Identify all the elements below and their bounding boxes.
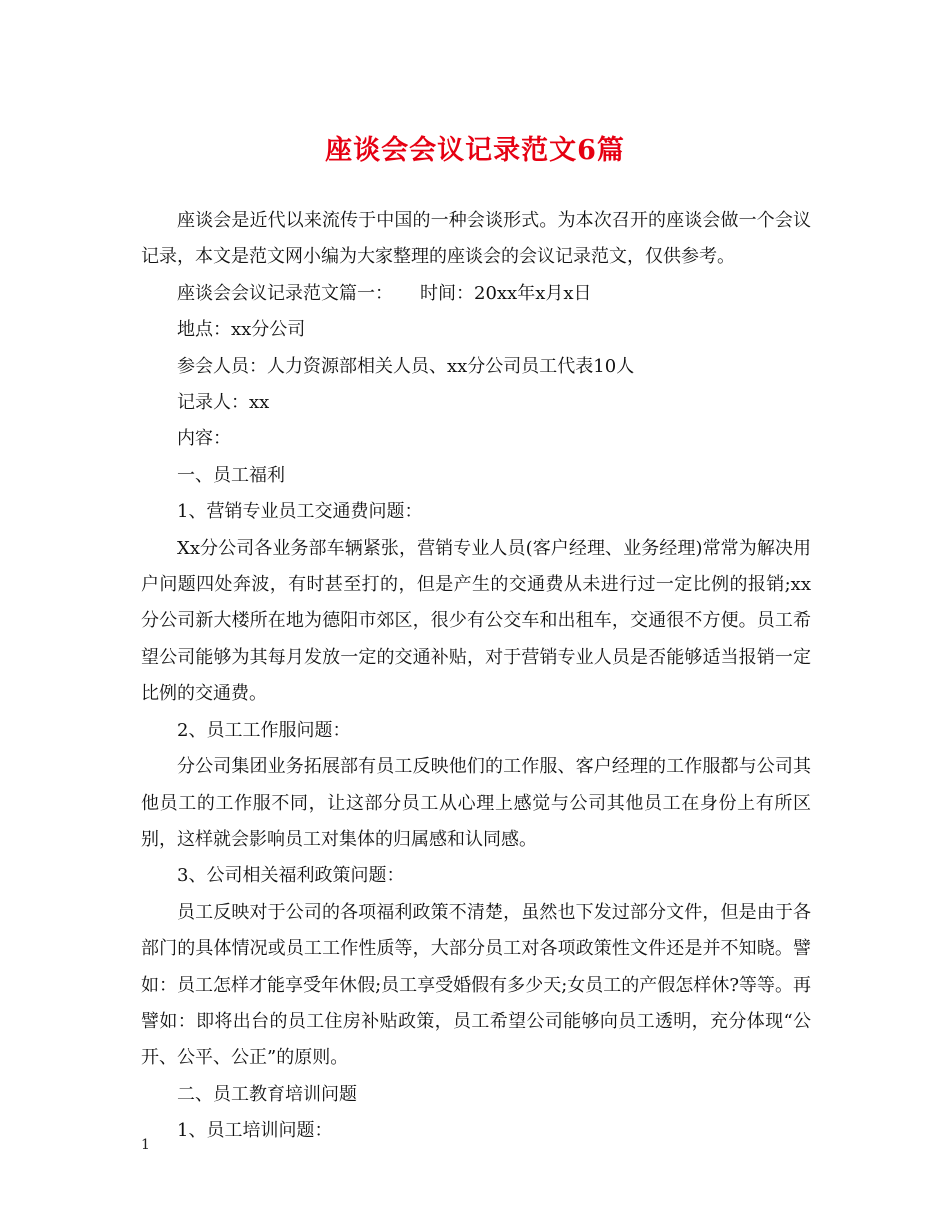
paragraph-transport: Xx分公司各业务部车辆紧张，营销专业人员(客户经理、业务经理)常常为解决用户问题四处奔波，有时甚至打的，但是产生的交通费从未进行过一定比例的报销;xx分公司新大楼所在地为德阳市郊区，很少有公交车和出租车，交通很不方便。员工希望公司能够为其每月发放一定的交通补贴，对于营销专业人员是否能够适当报销一定比例的交通费。 [141,537,811,705]
paragraph-uniform: 分公司集团业务拓展部有员工反映他们的工作服、客户经理的工作服都与公司其他员工的工作服不同，让这部分员工从心理上感觉与公司其他员工在身份上有所区别，这样就会影响员工对集体的归属感和认同感。 [141,756,811,850]
paragraph-location: 地点：xx分公司 [177,319,306,341]
document-title: 座谈会会议记录范文6篇 [325,135,625,166]
paragraph-policy: 员工反映对于公司的各项福利政策不清楚，虽然也下发过部分文件，但是由于各部门的具体情况或员工工作性质等，大部分员工对各项政策性文件还是并不知晓。譬如：员工怎样才能享受年休假;员工享受婚假有多少天;女员工的产假怎样休?等等。再譬如：即将出台的员工住房补贴政策，员工希望公司能够向员工透明，充分体现“公开、公平、公正”的原则。 [141,901,811,1069]
document-body [141,203,811,1150]
section-heading-training: 二、员工教育培训问题 [177,1083,357,1105]
paragraph-recorder: 记录人：xx [177,392,270,414]
subsection-heading-uniform: 2、员工工作服问题： [177,719,351,741]
paragraph-header-time: 座谈会会议记录范文篇一： 时间：20xx年x月x日 [177,282,592,304]
subsection-heading-transport: 1、营销专业员工交通费问题： [177,501,423,523]
section-heading-welfare: 一、员工福利 [177,464,285,486]
paragraph-attendees: 参会人员：人力资源部相关人员、xx分公司员工代表10人 [177,355,635,377]
paragraph-content-label: 内容： [177,428,231,450]
subsection-heading-staff-training: 1、员工培训问题： [177,1120,333,1142]
paragraph-intro: 座谈会是近代以来流传于中国的一种会谈形式。为本次召开的座谈会做一个会议记录，本文是范文网小编为大家整理的座谈会的会议记录范文，仅供参考。 [141,210,811,268]
subsection-heading-policy: 3、公司相关福利政策问题： [177,865,405,887]
page-number: 1 [141,1137,150,1153]
